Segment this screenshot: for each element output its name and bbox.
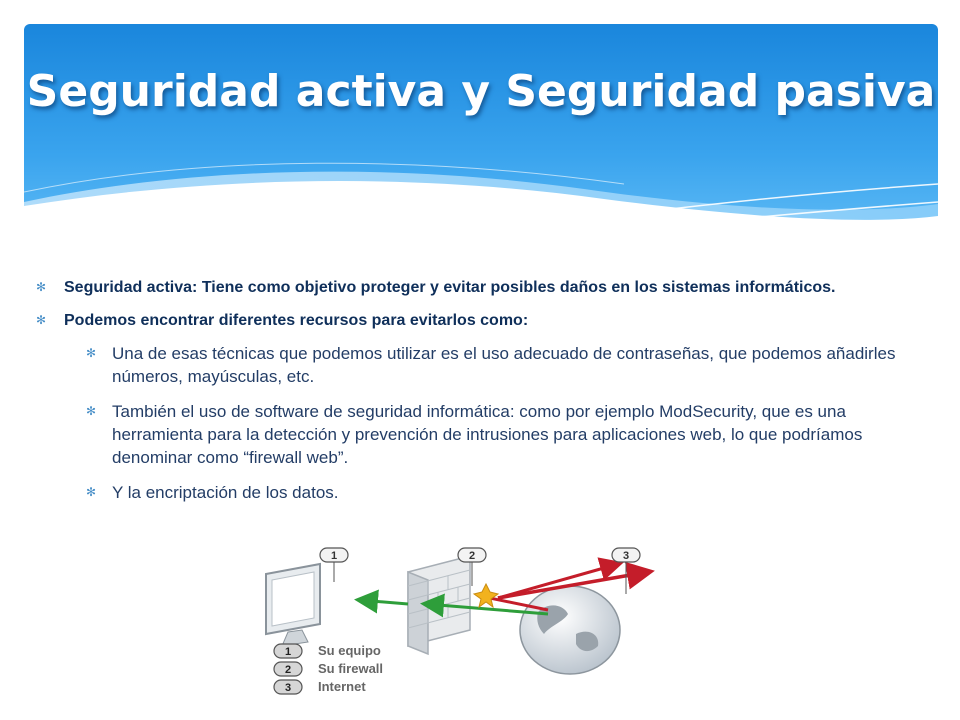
legend-item — [274, 661, 383, 676]
computer-icon — [266, 564, 320, 646]
sub-bullet-text: También el uso de software de seguridad informática: como por ejemplo ModSecurity, que es una herramienta para la detección y prevención de intrusiones para aplicaciones web, lo que podríamos denominar como “firewall web”. — [112, 402, 863, 467]
star-icon — [474, 584, 498, 607]
bullet-icon: ✻ — [36, 280, 47, 294]
bullet-item — [36, 276, 916, 299]
bullet-icon: ✻ — [86, 346, 97, 360]
banner-background — [24, 24, 938, 244]
title-banner — [24, 24, 938, 244]
svg-text:1: 1 — [330, 550, 338, 562]
svg-text:Internet: Internet — [318, 679, 366, 694]
sub-bullet-item — [86, 400, 916, 469]
firewall-diagram — [258, 542, 678, 712]
bullet-text: Seguridad activa: Tiene como objetivo proteger y evitar posibles daños en los sistemas informáticos. — [64, 279, 836, 296]
legend-item — [274, 679, 366, 694]
globe-icon — [520, 586, 620, 674]
allowed-arrow — [360, 600, 408, 604]
slide-body — [36, 276, 916, 516]
sub-bullet-item — [86, 481, 916, 504]
sub-bullet-item — [86, 342, 916, 388]
diagram-legend — [274, 643, 383, 694]
callout-1 — [320, 548, 348, 582]
bullet-icon: ✻ — [86, 404, 97, 418]
svg-text:1: 1 — [284, 646, 292, 658]
svg-text:2: 2 — [468, 550, 476, 562]
slide-title: Seguridad activa y Seguridad pasiva — [26, 66, 936, 117]
sub-bullet-text: Una de esas técnicas que podemos utilizar es el uso adecuado de contraseñas, que podemos añadirles números, mayúsculas, etc. — [112, 344, 896, 386]
svg-text:Su equipo: Su equipo — [318, 643, 381, 658]
sub-bullet-text: Y la encriptación de los datos. — [112, 483, 339, 502]
svg-text:2: 2 — [284, 664, 292, 676]
svg-text:Su firewall: Su firewall — [318, 661, 384, 676]
legend-item — [274, 643, 381, 658]
svg-text:3: 3 — [284, 682, 292, 694]
svg-text:3: 3 — [622, 550, 630, 562]
bullet-icon: ✻ — [36, 313, 47, 327]
bullet-item — [36, 309, 916, 332]
bullet-text: Podemos encontrar diferentes recursos para evitarlos como: — [64, 312, 529, 329]
bullet-icon: ✻ — [86, 485, 97, 499]
callout-3 — [612, 548, 640, 594]
